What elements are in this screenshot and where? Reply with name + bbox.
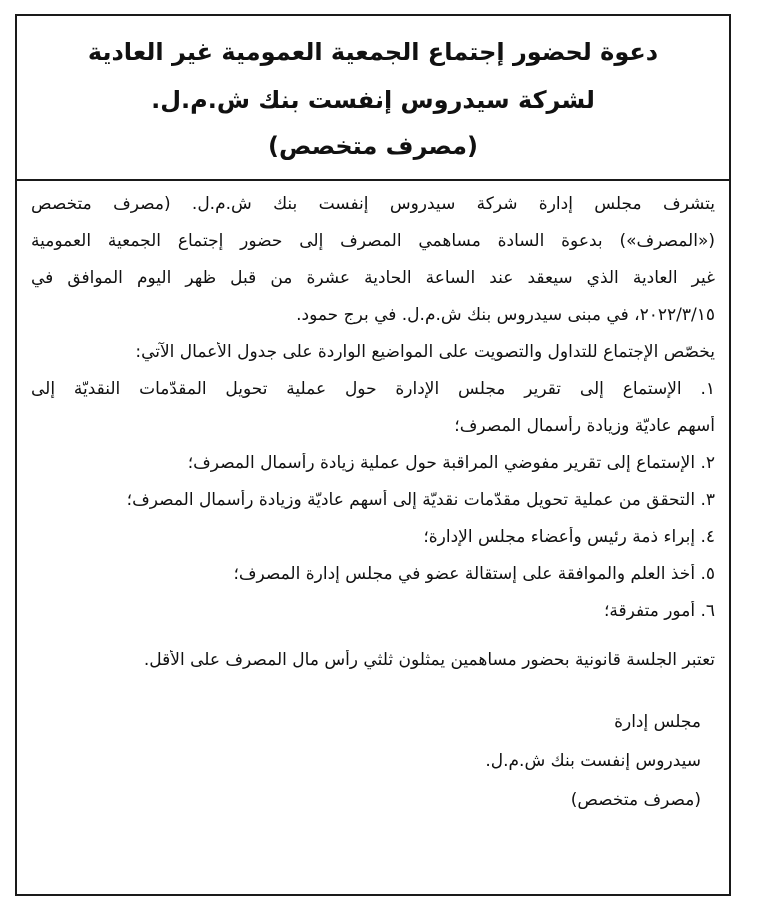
notice-frame <box>15 14 731 896</box>
agenda-item: ٥. أخذ العلم والموافقة على إستقالة عضو في مجلس إدارة المصرف؛ <box>233 564 715 584</box>
signature-company: سيدروس إنفست بنك ش.م.ل. <box>485 751 701 771</box>
intro-line: غير العادية الذي سيعقد عند الساعة الحادية عشرة من قبل ظهر اليوم الموافق في <box>31 268 715 288</box>
agenda-item: ٤. إبراء ذمة رئيس وأعضاء مجلس الإدارة؛ <box>423 527 715 547</box>
agenda-item: ١. الإستماع إلى تقرير مجلس الإدارة حول عملية تحويل المقدّمات النقديّة إلى <box>31 379 715 399</box>
company-type: (مصرف متخصص) <box>268 132 478 160</box>
notice-header <box>17 16 729 181</box>
intro-line: ٢٠٢٢/٣/١٥، في مبنى سيدروس بنك ش.م.ل. في برج حمود. <box>296 305 715 325</box>
notice-title: دعوة لحضور إجتماع الجمعية العمومية غير العادية <box>87 38 659 66</box>
agenda-intro: يخصّص الإجتماع للتداول والتصويت على المواضيع الواردة على جدول الأعمال الآتي: <box>135 342 715 362</box>
agenda-item: ٦. أمور متفرقة؛ <box>603 601 715 621</box>
signature-company-type: (مصرف متخصص) <box>570 790 701 810</box>
agenda-item: ٣. التحقق من عملية تحويل مقدّمات نقديّة إلى أسهم عاديّة وزيادة رأسمال المصرف؛ <box>126 490 715 510</box>
quorum-text: تعتبر الجلسة قانونية بحضور مساهمين يمثلون ثلثي رأس مال المصرف على الأقل. <box>143 650 715 670</box>
intro-line: يتشرف مجلس إدارة شركة سيدروس إنفست بنك ش.م.ل. (مصرف متخصص <box>31 194 715 214</box>
signature-board: مجلس إدارة <box>614 712 701 732</box>
intro-line: («المصرف») بدعوة السادة مساهمي المصرف إلى حضور إجتماع الجمعية العمومية <box>31 231 715 251</box>
agenda-item: ٢. الإستماع إلى تقرير مفوضي المراقبة حول عملية زيادة رأسمال المصرف؛ <box>187 453 715 473</box>
company-name: لشركة سيدروس إنفست بنك ش.م.ل. <box>151 86 595 114</box>
agenda-item-continuation: أسهم عاديّة وزيادة رأسمال المصرف؛ <box>454 416 715 436</box>
